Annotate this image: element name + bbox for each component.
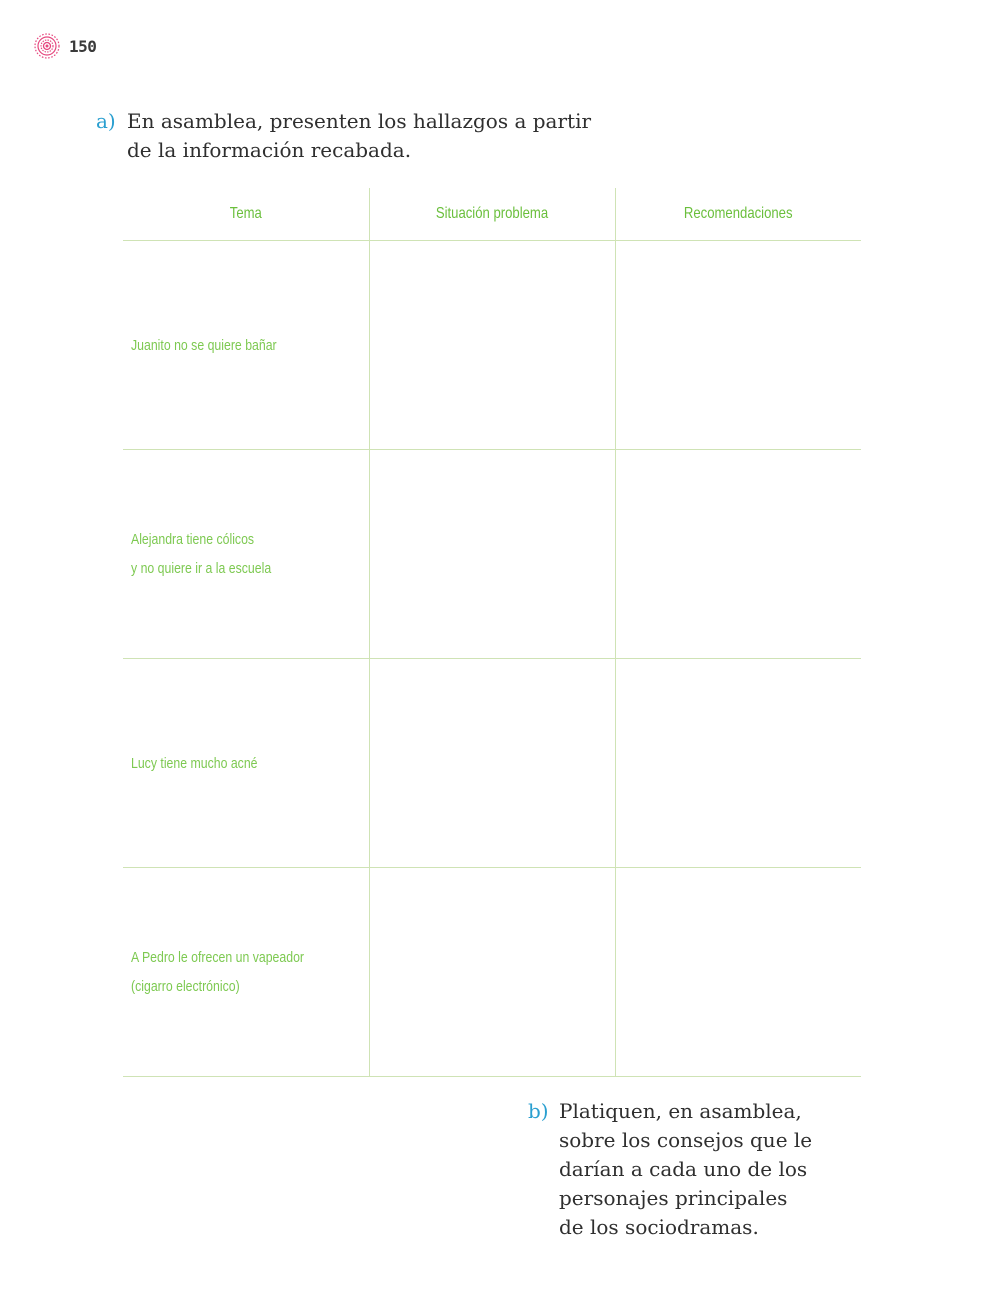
page-header xyxy=(33,31,96,61)
header-situacion-problema: Situación problema xyxy=(391,188,593,241)
findings-table xyxy=(123,188,861,1077)
tema-text: A Pedro le ofrecen un vapeador (cigarro electrónico) xyxy=(131,949,305,995)
recomendaciones-cell[interactable] xyxy=(615,450,861,659)
page-number: 150 xyxy=(69,36,97,56)
situacion-cell[interactable] xyxy=(369,241,615,450)
instruction-a xyxy=(96,107,616,165)
instruction-b-marker: b) xyxy=(528,1099,549,1123)
header-tema: Tema xyxy=(145,188,347,241)
situacion-cell[interactable] xyxy=(369,659,615,868)
header-recomendaciones: Recomendaciones xyxy=(637,188,839,241)
tema-cell xyxy=(123,868,369,1077)
recomendaciones-cell[interactable] xyxy=(615,868,861,1077)
instruction-a-text: En asamblea, presenten los hallazgos a partir de la información recabada. xyxy=(127,109,592,162)
instruction-b xyxy=(528,1097,828,1242)
tema-cell xyxy=(123,241,369,450)
recomendaciones-cell[interactable] xyxy=(615,659,861,868)
tema-cell xyxy=(123,659,369,868)
tema-text: Alejandra tiene cólicos y no quiere ir a la escuela xyxy=(131,531,272,577)
table-row xyxy=(123,659,861,868)
tema-cell xyxy=(123,450,369,659)
instruction-b-text: Platiquen, en asamblea, sobre los consejos que le darían a cada uno de los personajes principales de los sociodramas. xyxy=(559,1099,813,1239)
table-row xyxy=(123,868,861,1077)
tema-text: Juanito no se quiere bañar xyxy=(131,336,277,354)
table-header-row xyxy=(123,188,861,241)
instruction-a-marker: a) xyxy=(96,109,116,133)
situacion-cell[interactable] xyxy=(369,450,615,659)
table-row xyxy=(123,450,861,659)
recomendaciones-cell[interactable] xyxy=(615,241,861,450)
findings-table-container xyxy=(123,188,861,1077)
tema-text: Lucy tiene mucho acné xyxy=(131,754,258,772)
table-row xyxy=(123,241,861,450)
concentric-circle-emblem-icon xyxy=(33,32,61,60)
situacion-cell[interactable] xyxy=(369,868,615,1077)
